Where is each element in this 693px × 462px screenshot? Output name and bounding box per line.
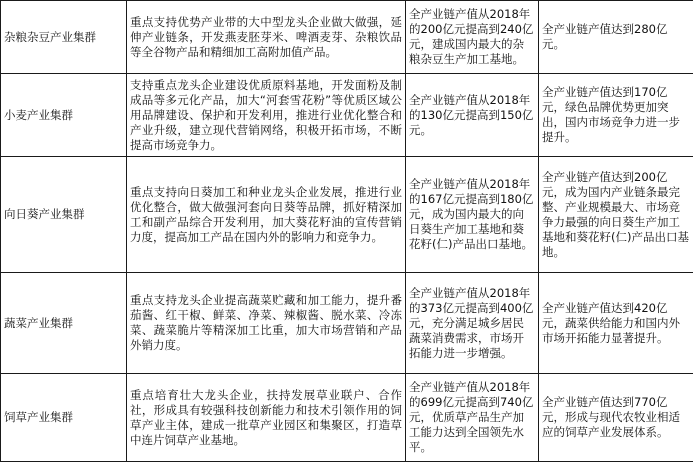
- target-2025: 全产业链产值达到420亿元，蔬菜供给能力和国内外市场开拓能力显著提升。: [539, 273, 693, 374]
- target-2022: 全产业链产值从2018年的373亿元提高到400亿元，充分满足城乡居民蔬菜消费需求，市场开拓能力进一步增强。: [406, 273, 539, 374]
- target-2022: 全产业链产值从2018年的699亿元提高到740亿元，优质草产品生产加工能力达到全国领先水平。: [406, 374, 539, 462]
- table-row: [1, 1, 693, 74]
- cluster-name: 饲草产业集群: [1, 374, 127, 462]
- target-2025: 全产业链产值达到770亿元，形成与现代农牧业相适应的饲草产业发展体系。: [539, 374, 693, 462]
- cluster-measures: 重点支持龙头企业提高蔬菜贮藏和加工能力，提升番茄酱、红干椒、鲜菜、净菜、辣椒酱、脱水菜、冷冻菜、蔬菜脆片等精深加工比重，加大市场营销和产品外销力度。: [127, 273, 406, 374]
- target-2025: 全产业链产值达到170亿元，绿色品牌优势更加突出，国内市场竞争力进一步提升。: [539, 74, 693, 157]
- target-2025: 全产业链产值达到200亿元，成为国内产业链条最完整、产业规模最大、市场竞争力最强的向日葵生产加工基地和葵花籽(仁)产品出口基地。: [539, 157, 693, 273]
- table-row: [1, 273, 693, 374]
- cluster-name: 蔬菜产业集群: [1, 273, 127, 374]
- table-row: [1, 157, 693, 273]
- target-2022: 全产业链产值从2018年的167亿元提高到180亿元，成为国内最大的向日葵生产加工基地和葵花籽(仁)产品出口基地。: [406, 157, 539, 273]
- table-row: [1, 74, 693, 157]
- cluster-name: 杂粮杂豆产业集群: [1, 1, 127, 74]
- cluster-measures: 支持重点龙头企业建设优质原料基地，开发面粉及制成品等多元化产品，加大“河套雪花粉”等优质区域公用品牌建设、保护和开发利用，推进行业优化整合和产业升级，建立现代营销网络，积极开拓市场，不断提高市场竞争力。: [127, 74, 406, 157]
- cluster-name: 小麦产业集群: [1, 74, 127, 157]
- cluster-measures: 重点支持向日葵加工和种业龙头企业发展，推进行业优化整合，做大做强河套向日葵等品牌，抓好精深加工和副产品综合开发利用，加大葵花籽油的宣传营销力度，提高加工产品在国内外的影响力和竞争力。: [127, 157, 406, 273]
- target-2022: 全产业链产值从2018年的130亿元提高到150亿元。: [406, 74, 539, 157]
- cluster-measures: 重点支持优势产业带的大中型龙头企业做大做强，延伸产业链条，开发燕麦胚芽米、啤酒麦芽、杂粮饮品等全谷物产品和精细加工高附加值产品。: [127, 1, 406, 74]
- target-2025: 全产业链产值达到280亿元。: [539, 1, 693, 74]
- table-row: [1, 374, 693, 462]
- cluster-name: 向日葵产业集群: [1, 157, 127, 273]
- target-2022: 全产业链产值从2018年的200亿元提高到240亿元，建成国内最大的杂粮杂豆生产加工基地。: [406, 1, 539, 74]
- cluster-measures: 重点培育壮大龙头企业，扶持发展草业联户、合作社，形成具有较强科技创新能力和技术引领作用的饲草产业主体，建成一批草产业园区和集聚区，打造草中连片饲草产业基地。: [127, 374, 406, 462]
